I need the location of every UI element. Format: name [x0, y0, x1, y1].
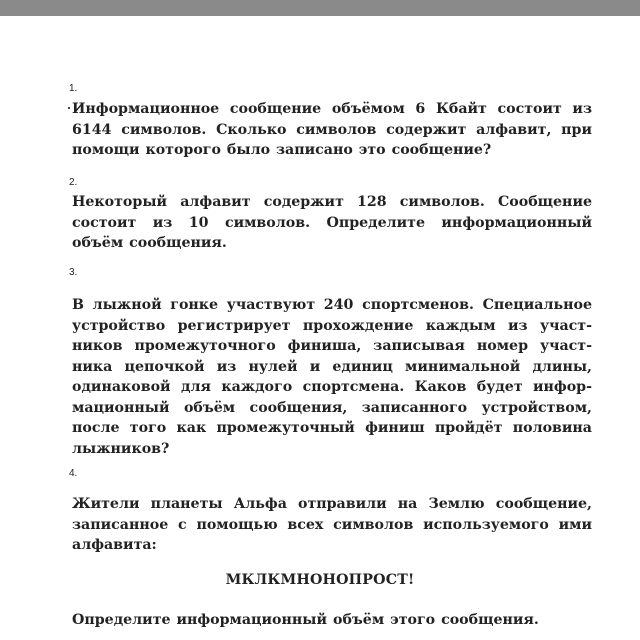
task-3-text [72, 295, 592, 459]
task-4-text [72, 494, 592, 556]
task-4-number: 4. [69, 468, 78, 479]
task-2-text [72, 192, 592, 254]
task-3-line: одинаковой для каждого спортсмена. Каков будет инфор- [72, 379, 592, 395]
task-4-line: Жители планеты Альфа отправили на Землю сообщение, [72, 496, 592, 512]
encoded-message: МКЛКМНОНОПРОСТ! [225, 572, 415, 588]
task-3-line: ника цепочкой из нулей и единиц минимальной длины, [72, 358, 592, 375]
task-3-line: лыжников? [72, 440, 170, 457]
task-2-line: объём сообщения. [72, 235, 227, 251]
task-1-line: 6144 символов. Сколько символов содержит алфавит, при [72, 121, 592, 138]
task-1-number: 1. [69, 83, 78, 94]
task-1-line: помощи которого было записано это сообщение? [72, 142, 492, 158]
task-2-line: состоит из 10 символов. Определите информационный [72, 214, 592, 231]
task-2-number: 2. [69, 177, 78, 188]
task-3-line: В лыжной гонке участвуют 240 спортсменов. Специальное [72, 297, 592, 313]
task-3-line: мационный объём сообщения, записанного устройством, [72, 399, 592, 416]
task-4-question [72, 610, 592, 631]
task-3-line: ников промежуточного финиша, записывая номер участ- [72, 338, 592, 354]
task-1-text [72, 99, 592, 161]
task-3-number: 3. [69, 267, 78, 278]
top-bar [0, 0, 640, 16]
task-3-line: после того как промежуточный финиш пройдёт половина [72, 420, 592, 436]
stray-mark [68, 107, 70, 109]
task-3-line: устройство регистрирует прохождение каждым из участ- [72, 317, 592, 334]
task-4-line: алфавита: [72, 537, 157, 553]
task-4-line: записанное с помощью всех символов используемого ими [72, 516, 592, 533]
task-4-question-line: Определите информационный объём этого сообщения. [72, 612, 539, 628]
task-1-line: Информационное сообщение объёмом 6 Кбайт состоит из [72, 101, 592, 117]
task-2-line: Некоторый алфавит содержит 128 символов. Сообщение [72, 194, 592, 210]
